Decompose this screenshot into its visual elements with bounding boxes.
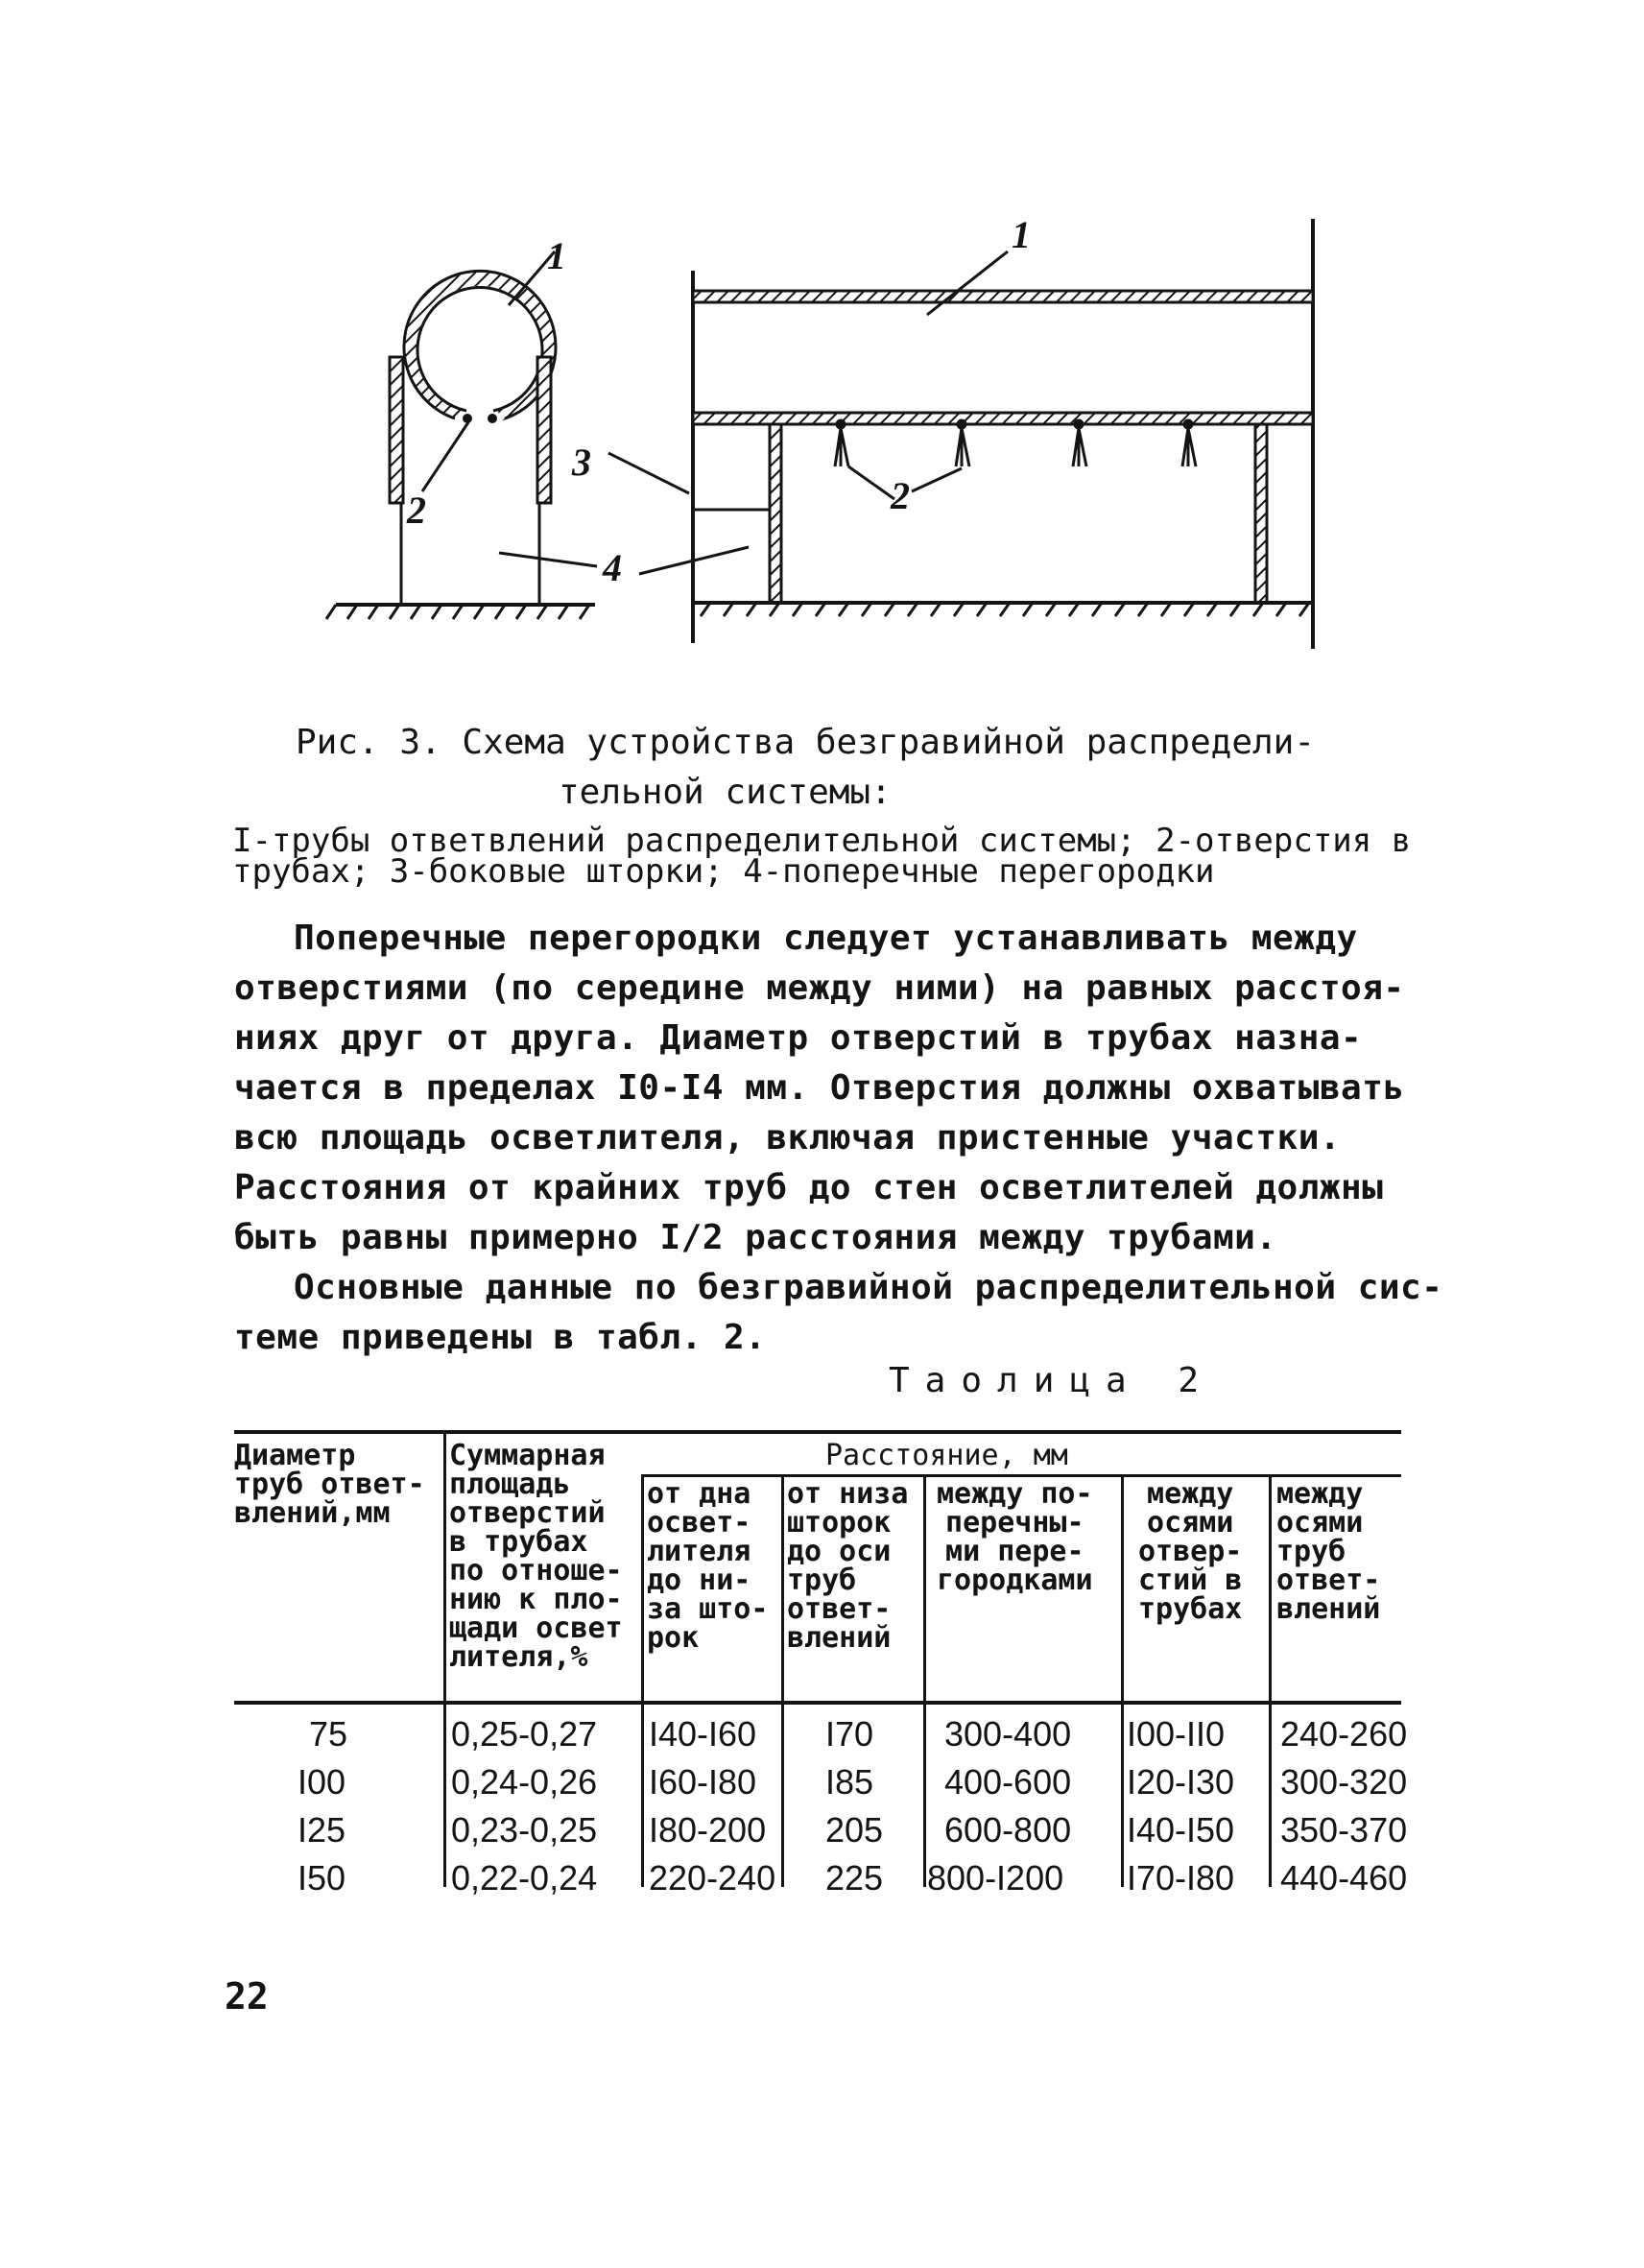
col-divider-4 xyxy=(923,1474,926,1887)
table-title: Таолица 2 xyxy=(889,1361,1215,1400)
col-divider-3 xyxy=(781,1474,784,1887)
cross-section-view xyxy=(326,234,749,619)
pipe-lower xyxy=(693,413,1313,424)
cell-area: 0,22-0,24 xyxy=(451,1858,598,1898)
cell-between-pipes: 240-260 xyxy=(1280,1714,1408,1754)
distance-group-rule xyxy=(641,1474,1401,1477)
cell-between-holes: I20-I30 xyxy=(1127,1762,1235,1802)
col-divider-6 xyxy=(1269,1474,1272,1887)
paragraph-table-ref xyxy=(234,1263,1442,1363)
text-line: ниях друг от друга. Диаметр отверстий в трубах назна- xyxy=(234,1018,1363,1058)
text-line: всю площадь осветлителя, включая пристенные участки. xyxy=(234,1118,1342,1158)
pipe-upper xyxy=(693,291,1313,302)
text-line: Основные данные по безгравийной распределительной сис- xyxy=(294,1268,1443,1307)
cell-between-pipes: 440-460 xyxy=(1280,1858,1408,1898)
cell-from-curtains: 205 xyxy=(825,1810,884,1850)
cell-diameter: 75 xyxy=(309,1714,348,1754)
cell-area: 0,24-0,26 xyxy=(451,1762,598,1802)
side-curtain-right xyxy=(537,357,551,503)
cell-from-bottom: I40-I60 xyxy=(649,1714,757,1754)
label-4: 4 xyxy=(603,546,622,589)
longitudinal-view xyxy=(693,213,1313,649)
cell-area: 0,23-0,25 xyxy=(451,1810,598,1850)
figure-3-diagram xyxy=(0,0,1644,691)
cell-between-partitions: 400-600 xyxy=(944,1762,1072,1802)
cell-diameter: I00 xyxy=(298,1762,346,1802)
cell-from-bottom: I80-200 xyxy=(649,1810,767,1850)
cell-between-pipes: 300-320 xyxy=(1280,1762,1408,1802)
col-divider-2 xyxy=(641,1474,644,1887)
cell-from-curtains: 225 xyxy=(825,1858,884,1898)
text-line: отверстиями (по середине между ними) на равных расстоя- xyxy=(234,968,1405,1008)
cell-diameter: I25 xyxy=(298,1810,346,1850)
cell-from-bottom: 220-240 xyxy=(649,1858,776,1898)
label-1-right: 1 xyxy=(1012,213,1031,256)
cell-between-partitions: 600-800 xyxy=(944,1810,1072,1850)
col-divider-1 xyxy=(443,1430,446,1887)
hole-mark-right xyxy=(488,414,497,423)
cell-from-bottom: I60-I80 xyxy=(649,1762,757,1802)
cell-between-holes: I00-II0 xyxy=(1127,1714,1226,1754)
header-between-partitions: между по- перечны- ми пере- городками xyxy=(937,1477,1093,1597)
side-curtain-left xyxy=(390,357,403,503)
cell-between-partitions: 300-400 xyxy=(944,1714,1072,1754)
cell-area: 0,25-0,27 xyxy=(451,1714,598,1754)
figure-caption-line2: тельной системы: xyxy=(559,773,892,812)
cell-from-curtains: I70 xyxy=(825,1714,874,1754)
cell-between-holes: I40-I50 xyxy=(1127,1810,1235,1850)
cell-diameter: I50 xyxy=(298,1858,346,1898)
header-from-bottom: от дна освет- лителя до ни- за што- рок xyxy=(647,1477,769,1655)
cell-between-holes: I70-I80 xyxy=(1127,1858,1235,1898)
floor-hatch xyxy=(701,603,1309,616)
pipe-cross-section xyxy=(411,279,549,415)
ground-hatch-left xyxy=(326,605,589,619)
label-1-left: 1 xyxy=(547,234,566,277)
label-3: 3 xyxy=(572,441,591,484)
header-area: Суммарная площадь отверстий в трубах по отноше- нию к пло- щади освет лителя,% xyxy=(449,1439,623,1674)
figure-caption-line1: Рис. 3. Схема устройства безгравийной распредели- xyxy=(296,723,1316,762)
paragraph-partitions xyxy=(234,914,1405,1263)
header-between-holes: между осями отвер- стий в трубах xyxy=(1138,1477,1243,1626)
header-between-pipes: между осями труб ответ- влений xyxy=(1276,1477,1381,1626)
header-diameter: Диаметр труб ответ- влений,мм xyxy=(234,1439,425,1530)
header-distance-group: Расстояние, мм xyxy=(825,1439,1068,1472)
label-2-left: 2 xyxy=(407,489,426,532)
header-from-curtains: от низа шторок до оси труб ответ- влений xyxy=(787,1477,909,1655)
jet-marks xyxy=(835,420,1196,466)
text-line: чается в пределах I0-I4 мм. Отверстия должны охватывать xyxy=(234,1068,1405,1108)
text-line: теме приведены в табл. 2. xyxy=(234,1318,767,1357)
partition-left xyxy=(770,424,781,603)
label-2-right: 2 xyxy=(891,474,910,517)
text-line: быть равны примерно I/2 расстояния между трубами. xyxy=(234,1218,1277,1257)
col-divider-5 xyxy=(1121,1474,1124,1887)
text-line: Поперечные перегородки следует устанавливать между xyxy=(294,919,1358,958)
figure-legend-line2: трубах; 3-боковые шторки; 4-поперечные перегородки xyxy=(232,852,1215,891)
cell-between-partitions: 800-I200 xyxy=(927,1858,1064,1898)
page-number: 22 xyxy=(225,1975,269,2017)
cell-between-pipes: 350-370 xyxy=(1280,1810,1408,1850)
figure-legend-line1: I-трубы ответвлений распределительной системы; 2-отверстия в xyxy=(232,822,1412,860)
cell-from-curtains: I85 xyxy=(825,1762,874,1802)
text-line: Расстояния от крайних труб до стен осветлителей должны xyxy=(234,1168,1384,1207)
header-bottom-rule xyxy=(234,1701,1401,1705)
partition-right xyxy=(1255,424,1267,603)
table-top-rule xyxy=(234,1430,1401,1434)
